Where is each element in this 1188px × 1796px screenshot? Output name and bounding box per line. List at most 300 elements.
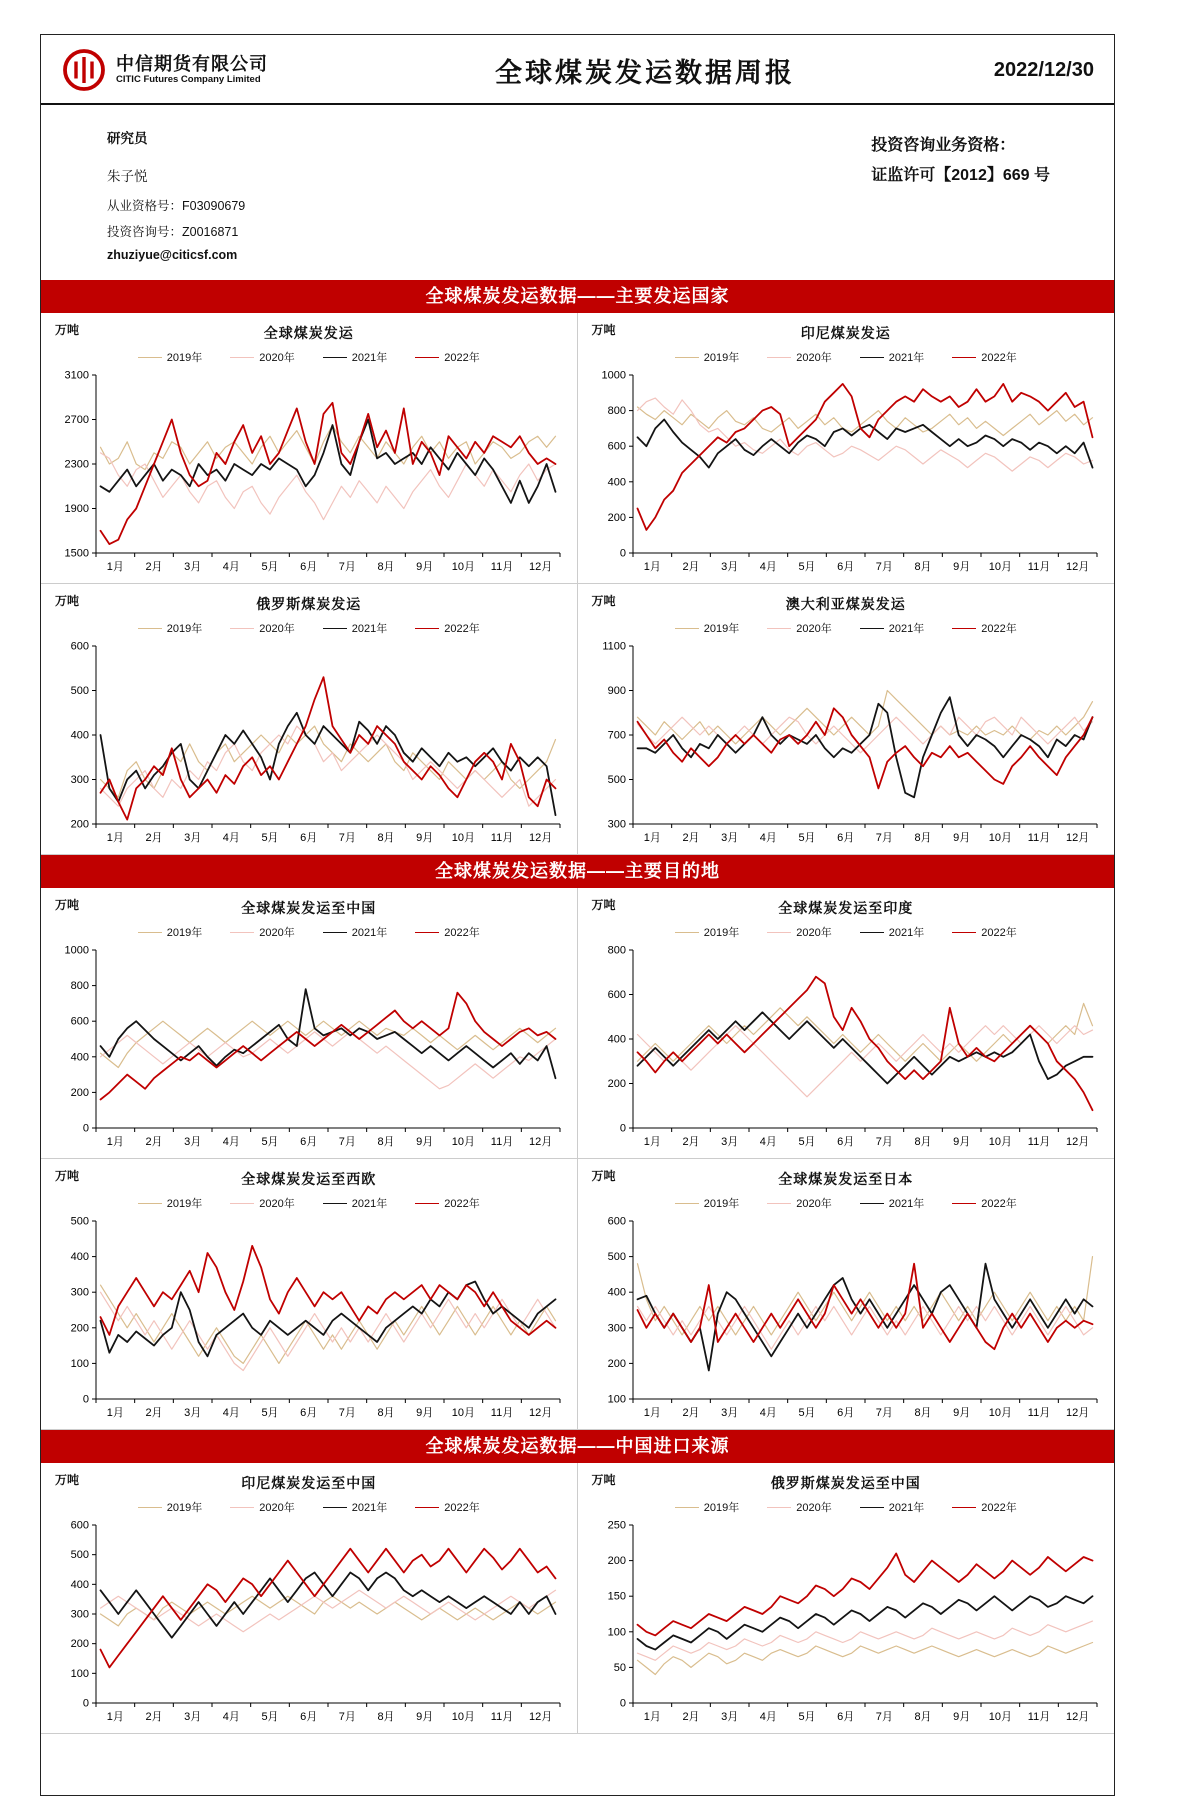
legend-item: [952, 1499, 1016, 1515]
svg-text:800: 800: [70, 980, 89, 993]
y-axis-unit-label: 万吨: [591, 1169, 616, 1183]
chart-canvas: [48, 367, 570, 581]
svg-text:200: 200: [607, 1357, 626, 1370]
svg-text:2月: 2月: [145, 832, 163, 844]
legend-label: 2020年: [259, 1502, 295, 1514]
svg-text:3月: 3月: [720, 1136, 738, 1148]
report-header: [41, 35, 1114, 105]
svg-text:11月: 11月: [490, 561, 513, 573]
chart-header: [580, 896, 1113, 940]
researcher-email: zhuziyue@citicsf.com: [107, 248, 238, 262]
chart-canvas: [48, 1213, 570, 1427]
chart-title: 全球煤炭发运至西欧: [241, 1171, 377, 1187]
chart-indonesia-to-china: [41, 1463, 578, 1734]
section-banner-main-shippers: 全球煤炭发运数据——主要发运国家: [41, 280, 1114, 313]
svg-text:4月: 4月: [222, 832, 240, 844]
legend-line-swatch: [767, 1507, 791, 1508]
svg-text:500: 500: [607, 1251, 626, 1264]
svg-text:12月: 12月: [1065, 1407, 1090, 1419]
svg-text:4月: 4月: [759, 1711, 777, 1723]
svg-text:300: 300: [607, 1322, 626, 1335]
svg-text:12月: 12月: [528, 1407, 553, 1419]
legend-label: 2020年: [796, 1502, 832, 1514]
svg-text:12月: 12月: [1065, 832, 1090, 844]
chart-title: 全球煤炭发运至日本: [778, 1171, 914, 1187]
svg-text:400: 400: [70, 729, 89, 742]
svg-text:7月: 7月: [875, 1711, 893, 1723]
section-main-destinations: [41, 855, 1114, 1430]
svg-text:200: 200: [70, 1322, 89, 1335]
svg-text:3月: 3月: [183, 1136, 201, 1148]
legend-label: 2021年: [351, 927, 388, 939]
svg-text:7月: 7月: [338, 1407, 356, 1419]
legend-item: [415, 924, 479, 940]
chart-global-coal-shipments: [41, 313, 578, 584]
report-date: 2022/12/30: [993, 58, 1094, 81]
svg-text:200: 200: [607, 1555, 626, 1568]
svg-text:10月: 10月: [988, 1711, 1012, 1723]
svg-text:1000: 1000: [64, 944, 89, 957]
svg-text:9月: 9月: [415, 1407, 433, 1419]
chart-title: 澳大利亚煤炭发运: [785, 596, 906, 612]
legend-line-swatch: [952, 357, 976, 358]
svg-text:900: 900: [607, 685, 626, 697]
legend-line-swatch: [230, 932, 254, 933]
legend-line-swatch: [230, 357, 254, 358]
report-title: 全球煤炭发运数据周报: [495, 57, 795, 88]
chart-title: 全球煤炭发运至印度: [778, 900, 914, 916]
legend-line-swatch: [767, 628, 791, 629]
chart-legend: [580, 924, 1113, 940]
legend-label: 2020年: [796, 352, 832, 364]
chart-legend: [580, 1499, 1113, 1515]
svg-text:1900: 1900: [64, 503, 89, 515]
company-name-cn: 中信期货有限公司: [116, 54, 268, 75]
svg-text:8月: 8月: [377, 832, 395, 844]
chart-canvas: [48, 638, 570, 852]
legend-label: 2022年: [981, 1502, 1017, 1514]
legend-line-swatch: [138, 932, 162, 933]
svg-text:11月: 11月: [1027, 561, 1050, 573]
chart-grid-3: [41, 1463, 1114, 1734]
legend-label: 2020年: [259, 623, 295, 635]
legend-item: [952, 924, 1016, 940]
svg-text:8月: 8月: [914, 561, 932, 573]
meta-section: [41, 105, 1114, 280]
svg-text:8月: 8月: [377, 1407, 395, 1419]
svg-text:1月: 1月: [106, 832, 124, 844]
svg-text:6月: 6月: [836, 1136, 854, 1148]
svg-text:9月: 9月: [952, 1407, 970, 1419]
svg-text:8月: 8月: [914, 1407, 932, 1419]
svg-text:6月: 6月: [836, 1407, 854, 1419]
section-banner-china-import-sources: 全球煤炭发运数据——中国进口来源: [41, 1430, 1114, 1463]
svg-text:100: 100: [70, 1357, 89, 1370]
svg-text:4月: 4月: [759, 1136, 777, 1148]
legend-line-swatch: [952, 628, 976, 629]
chart-canvas: [585, 1517, 1107, 1731]
svg-text:2月: 2月: [682, 561, 700, 573]
legend-line-swatch: [323, 357, 347, 358]
svg-text:1000: 1000: [601, 369, 626, 382]
legend-label: 2022年: [981, 1198, 1017, 1210]
section-main-shippers: [41, 280, 1114, 855]
svg-text:4月: 4月: [222, 561, 240, 573]
legend-item: [860, 620, 924, 636]
chart-legend: [580, 620, 1113, 636]
legend-item: [767, 1195, 831, 1211]
legend-label: 2020年: [259, 1198, 295, 1210]
svg-text:11月: 11月: [1027, 832, 1050, 844]
brand-block: [61, 47, 361, 93]
chart-header: [580, 592, 1113, 636]
svg-text:3月: 3月: [183, 832, 201, 844]
legend-item: [860, 349, 924, 365]
svg-text:250: 250: [607, 1519, 626, 1532]
legend-label: 2022年: [444, 1198, 480, 1210]
svg-text:3月: 3月: [183, 1711, 201, 1723]
svg-text:5月: 5月: [261, 832, 279, 844]
svg-text:5月: 5月: [798, 832, 816, 844]
legend-item: [767, 349, 831, 365]
chart-header: [43, 592, 575, 636]
legend-line-swatch: [675, 932, 699, 933]
svg-text:4月: 4月: [759, 832, 777, 844]
legend-item: [675, 349, 739, 365]
brand-text: [116, 54, 268, 86]
svg-text:800: 800: [607, 944, 626, 957]
chart-canvas: [585, 942, 1107, 1156]
svg-text:6月: 6月: [836, 561, 854, 573]
legend-label: 2019年: [166, 1502, 203, 1514]
legend-label: 2019年: [166, 623, 203, 635]
svg-text:3月: 3月: [720, 832, 738, 844]
svg-text:5月: 5月: [261, 1711, 279, 1723]
legend-item: [860, 924, 924, 940]
legend-item: [767, 1499, 831, 1515]
svg-text:9月: 9月: [415, 832, 433, 844]
legend-item: [675, 1499, 739, 1515]
svg-text:6月: 6月: [299, 1136, 317, 1148]
svg-text:150: 150: [607, 1590, 626, 1603]
svg-text:700: 700: [607, 729, 626, 742]
svg-text:800: 800: [607, 405, 626, 418]
legend-line-swatch: [415, 628, 439, 629]
svg-text:9月: 9月: [952, 832, 970, 844]
svg-text:11月: 11月: [490, 832, 513, 844]
chart-shipments-to-india: [578, 888, 1115, 1159]
svg-text:1月: 1月: [106, 561, 124, 573]
chart-shipments-to-japan: [578, 1159, 1115, 1430]
y-axis-unit-label: 万吨: [55, 323, 80, 337]
legend-line-swatch: [230, 1203, 254, 1204]
chart-title: 印尼煤炭发运: [800, 325, 891, 341]
chart-title: 全球煤炭发运至中国: [241, 900, 377, 916]
svg-text:7月: 7月: [875, 1136, 893, 1148]
chart-header: [43, 1167, 575, 1211]
legend-line-swatch: [952, 932, 976, 933]
chart-legend: [580, 1195, 1113, 1211]
legend-label: 2022年: [444, 927, 480, 939]
svg-text:5月: 5月: [798, 561, 816, 573]
svg-text:300: 300: [70, 1608, 89, 1621]
qualification-block: [871, 127, 1050, 262]
svg-text:600: 600: [70, 1519, 89, 1532]
legend-line-swatch: [860, 357, 884, 358]
svg-text:4月: 4月: [759, 561, 777, 573]
svg-text:6月: 6月: [836, 832, 854, 844]
svg-text:10月: 10月: [451, 1711, 475, 1723]
svg-text:600: 600: [607, 1215, 626, 1228]
svg-text:3月: 3月: [720, 1407, 738, 1419]
legend-item: [675, 620, 739, 636]
legend-item: [767, 924, 831, 940]
svg-text:3月: 3月: [183, 1407, 201, 1419]
legend-label: 2019年: [166, 352, 203, 364]
legend-label: 2021年: [888, 1198, 925, 1210]
chart-legend: [43, 1499, 575, 1515]
svg-text:11月: 11月: [490, 1711, 513, 1723]
legend-line-swatch: [675, 357, 699, 358]
y-axis-unit-label: 万吨: [55, 594, 80, 608]
svg-text:11月: 11月: [490, 1407, 513, 1419]
chart-header: [43, 896, 575, 940]
researcher-cert-number: 从业资格号：F03090679: [107, 199, 246, 213]
legend-item: [138, 620, 202, 636]
svg-text:10月: 10月: [451, 561, 475, 573]
svg-text:7月: 7月: [875, 1407, 893, 1419]
svg-text:12月: 12月: [528, 1136, 553, 1148]
section-china-import-sources: [41, 1430, 1114, 1734]
legend-item: [767, 620, 831, 636]
svg-text:500: 500: [70, 1549, 89, 1562]
svg-text:3100: 3100: [64, 369, 89, 382]
y-axis-unit-label: 万吨: [55, 1473, 80, 1487]
svg-text:4月: 4月: [759, 1407, 777, 1419]
svg-text:8月: 8月: [914, 1711, 932, 1723]
svg-text:4月: 4月: [222, 1407, 240, 1419]
svg-text:7月: 7月: [338, 1136, 356, 1148]
svg-text:9月: 9月: [952, 1711, 970, 1723]
svg-text:6月: 6月: [299, 1407, 317, 1419]
svg-text:9月: 9月: [415, 1136, 433, 1148]
legend-item: [952, 1195, 1016, 1211]
svg-text:7月: 7月: [338, 561, 356, 573]
legend-item: [230, 349, 294, 365]
researcher-advisory-number: 投资咨询号：Z0016871: [107, 225, 239, 239]
chart-russia-coal-shipments: [41, 584, 578, 855]
svg-text:9月: 9月: [415, 1711, 433, 1723]
citic-logo-icon: [61, 47, 107, 93]
svg-text:1月: 1月: [643, 1136, 661, 1148]
svg-text:2月: 2月: [145, 1407, 163, 1419]
chart-shipments-to-west-europe: [41, 1159, 578, 1430]
legend-item: [230, 1499, 294, 1515]
legend-line-swatch: [323, 932, 347, 933]
svg-text:0: 0: [619, 547, 626, 560]
chart-title: 俄罗斯煤炭发运: [256, 596, 362, 612]
svg-text:12月: 12月: [528, 561, 553, 573]
chart-header: [580, 321, 1113, 365]
chart-header: [43, 1471, 575, 1515]
svg-text:200: 200: [70, 1086, 89, 1099]
legend-item: [138, 1499, 202, 1515]
qualification-line2: 证监许可【2012】669 号: [871, 167, 1050, 185]
svg-text:200: 200: [70, 818, 89, 831]
chart-grid-2: [41, 888, 1114, 1430]
y-axis-unit-label: 万吨: [591, 898, 616, 912]
svg-text:12月: 12月: [528, 832, 553, 844]
svg-text:100: 100: [607, 1626, 626, 1639]
svg-text:2300: 2300: [64, 458, 89, 471]
svg-text:1100: 1100: [602, 640, 626, 653]
legend-label: 2022年: [444, 352, 480, 364]
svg-text:5月: 5月: [798, 1136, 816, 1148]
legend-item: [415, 1499, 479, 1515]
chart-legend: [43, 924, 575, 940]
legend-item: [323, 924, 387, 940]
legend-line-swatch: [767, 1203, 791, 1204]
chart-indonesia-coal-shipments: [578, 313, 1115, 584]
svg-text:2月: 2月: [682, 1136, 700, 1148]
legend-label: 2022年: [981, 352, 1017, 364]
legend-label: 2019年: [703, 623, 740, 635]
legend-line-swatch: [323, 1507, 347, 1508]
chart-legend: [43, 620, 575, 636]
legend-line-swatch: [230, 1507, 254, 1508]
legend-line-swatch: [767, 357, 791, 358]
svg-text:0: 0: [619, 1122, 626, 1135]
chart-canvas: [48, 942, 570, 1156]
legend-line-swatch: [860, 1203, 884, 1204]
chart-australia-coal-shipments: [578, 584, 1115, 855]
legend-item: [230, 1195, 294, 1211]
svg-text:300: 300: [70, 1286, 89, 1299]
svg-text:10月: 10月: [988, 561, 1012, 573]
svg-text:12月: 12月: [1065, 1711, 1090, 1723]
legend-line-swatch: [230, 628, 254, 629]
svg-text:5月: 5月: [261, 561, 279, 573]
legend-line-swatch: [675, 1203, 699, 1204]
svg-text:10月: 10月: [988, 1136, 1012, 1148]
svg-text:6月: 6月: [299, 561, 317, 573]
legend-label: 2019年: [703, 352, 740, 364]
legend-item: [675, 1195, 739, 1211]
svg-text:50: 50: [613, 1661, 626, 1674]
svg-text:10月: 10月: [451, 832, 475, 844]
legend-item: [323, 1195, 387, 1211]
section-banner-main-destinations: 全球煤炭发运数据——主要目的地: [41, 855, 1114, 888]
legend-item: [138, 924, 202, 940]
svg-text:200: 200: [70, 1638, 89, 1651]
svg-text:7月: 7月: [875, 561, 893, 573]
svg-text:8月: 8月: [914, 1136, 932, 1148]
y-axis-unit-label: 万吨: [591, 1473, 616, 1487]
legend-line-swatch: [952, 1507, 976, 1508]
svg-text:7月: 7月: [338, 832, 356, 844]
legend-label: 2020年: [796, 927, 832, 939]
chart-canvas: [48, 1517, 570, 1731]
svg-text:6月: 6月: [299, 1711, 317, 1723]
svg-text:12月: 12月: [1065, 561, 1090, 573]
svg-text:1月: 1月: [106, 1136, 124, 1148]
svg-text:300: 300: [70, 774, 89, 786]
legend-label: 2019年: [166, 927, 203, 939]
svg-text:8月: 8月: [377, 1711, 395, 1723]
svg-text:1月: 1月: [643, 1407, 661, 1419]
y-axis-unit-label: 万吨: [591, 594, 616, 608]
svg-text:9月: 9月: [952, 1136, 970, 1148]
chart-canvas: [585, 367, 1107, 581]
svg-text:2月: 2月: [682, 1711, 700, 1723]
chart-header: [43, 321, 575, 365]
svg-text:11月: 11月: [1027, 1711, 1050, 1723]
chart-canvas: [585, 638, 1107, 852]
svg-text:1月: 1月: [643, 832, 661, 844]
chart-legend: [43, 1195, 575, 1211]
svg-text:12月: 12月: [528, 1711, 553, 1723]
legend-line-swatch: [415, 1203, 439, 1204]
chart-grid-1: [41, 313, 1114, 855]
chart-header: [580, 1471, 1113, 1515]
y-axis-unit-label: 万吨: [55, 898, 80, 912]
legend-label: 2020年: [259, 927, 295, 939]
researcher-block: [107, 127, 245, 262]
svg-text:500: 500: [70, 685, 89, 697]
svg-text:10月: 10月: [451, 1407, 475, 1419]
svg-text:9月: 9月: [952, 561, 970, 573]
svg-text:10月: 10月: [451, 1136, 475, 1148]
svg-text:100: 100: [70, 1667, 89, 1680]
svg-text:1500: 1500: [64, 547, 89, 560]
svg-text:1月: 1月: [643, 561, 661, 573]
legend-item: [860, 1499, 924, 1515]
svg-text:1月: 1月: [643, 1711, 661, 1723]
svg-text:3月: 3月: [720, 1711, 738, 1723]
legend-label: 2021年: [888, 352, 925, 364]
y-axis-unit-label: 万吨: [55, 1169, 80, 1183]
svg-text:2月: 2月: [682, 1407, 700, 1419]
legend-label: 2021年: [351, 1198, 388, 1210]
legend-label: 2022年: [444, 623, 480, 635]
svg-text:400: 400: [607, 1286, 626, 1299]
svg-text:7月: 7月: [875, 832, 893, 844]
chart-legend: [580, 349, 1113, 365]
svg-text:10月: 10月: [988, 1407, 1012, 1419]
svg-text:400: 400: [70, 1578, 89, 1591]
legend-line-swatch: [860, 1507, 884, 1508]
legend-label: 2021年: [351, 1502, 388, 1514]
svg-text:11月: 11月: [490, 1136, 513, 1148]
legend-line-swatch: [952, 1203, 976, 1204]
chart-shipments-to-china: [41, 888, 578, 1159]
svg-text:0: 0: [82, 1393, 89, 1406]
legend-label: 2019年: [166, 1198, 203, 1210]
legend-label: 2019年: [703, 1502, 740, 1514]
chart-title: 印尼煤炭发运至中国: [241, 1475, 377, 1491]
legend-label: 2020年: [259, 352, 295, 364]
svg-text:1月: 1月: [106, 1711, 124, 1723]
svg-text:2700: 2700: [64, 414, 89, 426]
legend-line-swatch: [415, 357, 439, 358]
chart-title: 俄罗斯煤炭发运至中国: [770, 1475, 921, 1491]
svg-text:600: 600: [70, 640, 89, 653]
svg-text:5月: 5月: [261, 1136, 279, 1148]
svg-text:2月: 2月: [145, 1136, 163, 1148]
legend-label: 2021年: [351, 352, 388, 364]
svg-text:8月: 8月: [377, 561, 395, 573]
svg-text:9月: 9月: [415, 561, 433, 573]
